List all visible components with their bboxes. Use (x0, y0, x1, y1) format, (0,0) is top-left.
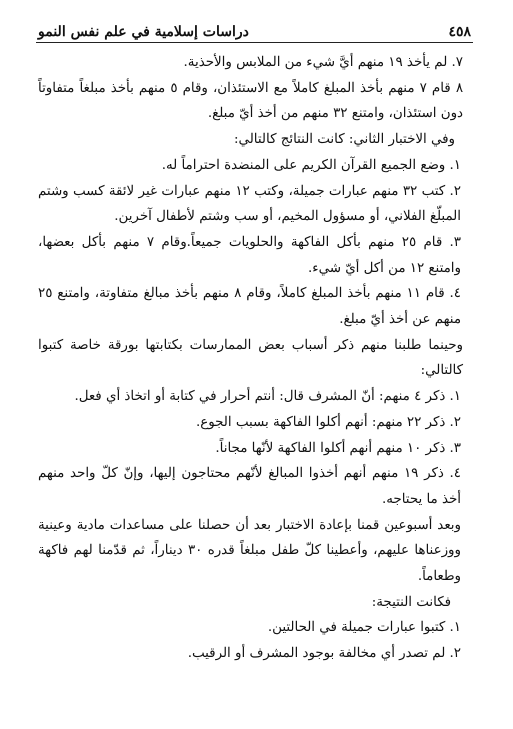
paragraph-reasons-intro: وحينما طلبنا منهم ذكر أسباب بعض الممارسات بكتابتها بورقة خاصة كتبوا كالتالي: (38, 337, 463, 379)
paragraph-reason-1: ١. ذكر ٤ منهم: أنّ المشرف قال: أنتم أحرار في كتابة أو اتخاذ أي فعل. (74, 389, 461, 405)
paragraph-retest: وبعد أسبوعين قمنا بإعادة الاختبار بعد أن حصلنا على مساعدات مادية وعينية ووزعناها عليهم، وأعطينا كلّ طفل مبلغاً قدره ٣٠ ديناراً، ثم قدّمنا لهم فاكهة وطعاماً. (38, 517, 461, 585)
paragraph-reason-2: ٢. ذكر ٢٢ منهم: أنهم أكلوا الفاكهة بسبب الجوع. (196, 414, 461, 430)
paragraph-final-result-1: ١. كتبوا عبارات جميلة في الحالتين. (267, 620, 461, 636)
paragraph-test2-result-1: ١. وضع الجميع القرآن الكريم على المنضدة احتراماً له. (161, 157, 461, 173)
page-header (38, 18, 471, 40)
running-title: دراسات إسلامية في علم نفس النمو (38, 24, 249, 40)
page-body (38, 50, 473, 667)
header-divider (36, 42, 473, 43)
paragraph-item-8: ٨ قام ٧ منهم بأخذ المبلغ كاملاً مع الاستئذان، وقام ٥ منهم بأخذ مبلغاً متفاوتاً دون استئذان، وامتنع ٣٢ منهم من أخذ أيّ مبلغ. (38, 80, 464, 122)
paragraph-test2-result-3: ٣. قام ٢٥ منهم بأكل الفاكهة والحلويات جميعاً.وقام ٧ منهم بأكل بعضها، وامتنع ١٢ من أكل أيّ شيء. (38, 234, 461, 276)
paragraph-result-intro: فكانت النتيجة: (371, 594, 451, 610)
paragraph-test2-result-2: ٢. كتب ٣٢ منهم عبارات جميلة، وكتب ١٢ منهم عبارات غير لائقة كسب وشتم المبلّغ الفلاني، أو مسؤول المخيم، أو سب وشتم لأطفال آخرين. (38, 183, 461, 225)
paragraph-reason-4: ٤. ذكر ١٩ منهم أنهم أخذوا المبالغ لأنّهم محتاجون إليها، وإنّ كلّ واحد منهم أخذ ما يحتاجه. (38, 466, 461, 507)
paragraph-final-result-2: ٢. لم تصدر أي مخالفة بوجود المشرف أو الرقيب. (187, 646, 461, 662)
page-number: ٤٥٨ (448, 24, 471, 40)
paragraph-test2-intro: وفي الاختبار الثاني: كانت النتائج كالتالي: (234, 132, 455, 148)
paragraph-item-7: ٧. لم يأخذ ١٩ منهم أيَّ شيء من الملابس والأحذية. (183, 55, 463, 70)
paragraph-test2-result-4: ٤. قام ١١ منهم بأخذ المبلغ كاملاً، وقام ٨ منهم بأخذ مبالغ متفاوتة، وامتنع ٢٥ منهم عن أخذ أيّ مبلغ. (38, 286, 461, 328)
paragraph-reason-3: ٣. ذكر ١٠ منهم أنهم أكلوا الفاكهة لأنّها مجاناً. (215, 440, 461, 456)
